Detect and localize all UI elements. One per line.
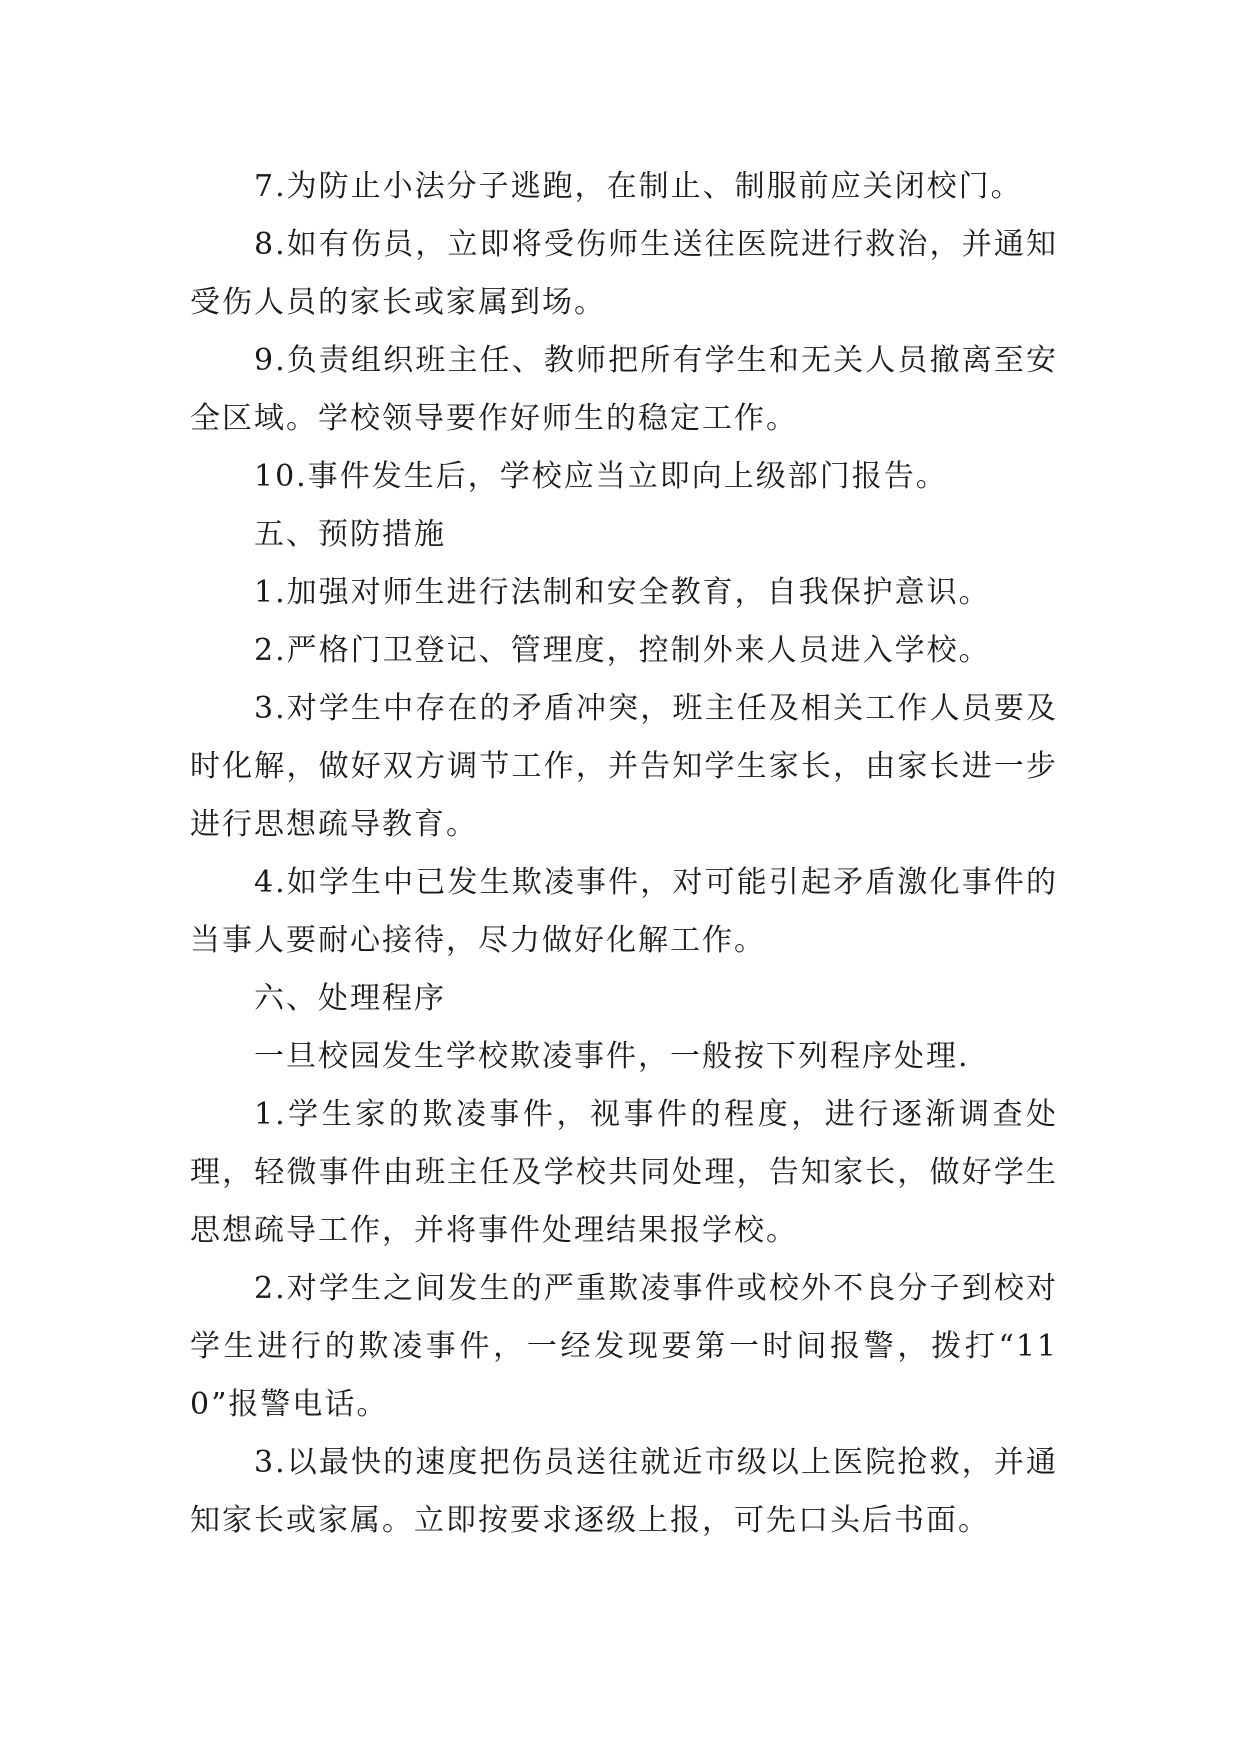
paragraph-item-7: 7.为防止小法分子逃跑，在制止、制服前应关闭校门。 <box>254 169 1023 204</box>
section-heading-prevention: 五、预防措施 <box>254 517 446 552</box>
procedure-item-2: 2.对学生之间发生的严重欺凌事件或校外不良分子到校对学生进行的欺凌事件，一经发现要第一时间报警，拨打“110”报警电话。 <box>190 1271 1058 1422</box>
prevention-item-3: 3.对学生中存在的矛盾冲突，班主任及相关工作人员要及时化解，做好双方调节工作，并告知学生家长，由家长进一步进行思想疏导教育。 <box>190 691 1058 842</box>
procedure-item-3: 3.以最快的速度把伤员送往就近市级以上医院抢救，并通知家长或家属。立即按要求逐级上报，可先口头后书面。 <box>190 1445 1058 1538</box>
prevention-item-4: 4.如学生中已发生欺凌事件，对可能引起矛盾激化事件的当事人要耐心接待，尽力做好化解工作。 <box>190 865 1058 958</box>
document-body <box>190 158 1058 1550</box>
section-heading-procedure: 六、处理程序 <box>254 981 446 1016</box>
paragraph-item-10: 10.事件发生后，学校应当立即向上级部门报告。 <box>254 459 948 494</box>
procedure-item-1: 1.学生家的欺凌事件，视事件的程度，进行逐渐调查处理，轻微事件由班主任及学校共同处理，告知家长，做好学生思想疏导工作，并将事件处理结果报学校。 <box>190 1097 1058 1248</box>
procedure-intro: 一旦校园发生学校欺凌事件，一般按下列程序处理. <box>254 1039 970 1074</box>
prevention-item-2: 2.严格门卫登记、管理度，控制外来人员进入学校。 <box>254 633 991 668</box>
paragraph-item-9: 9.负责组织班主任、教师把所有学生和无关人员撤离至安全区域。学校领导要作好师生的稳定工作。 <box>190 343 1058 436</box>
paragraph-item-8: 8.如有伤员，立即将受伤师生送往医院进行救治，并通知受伤人员的家长或家属到场。 <box>190 227 1058 320</box>
prevention-item-1: 1.加强对师生进行法制和安全教育，自我保护意识。 <box>254 575 991 610</box>
